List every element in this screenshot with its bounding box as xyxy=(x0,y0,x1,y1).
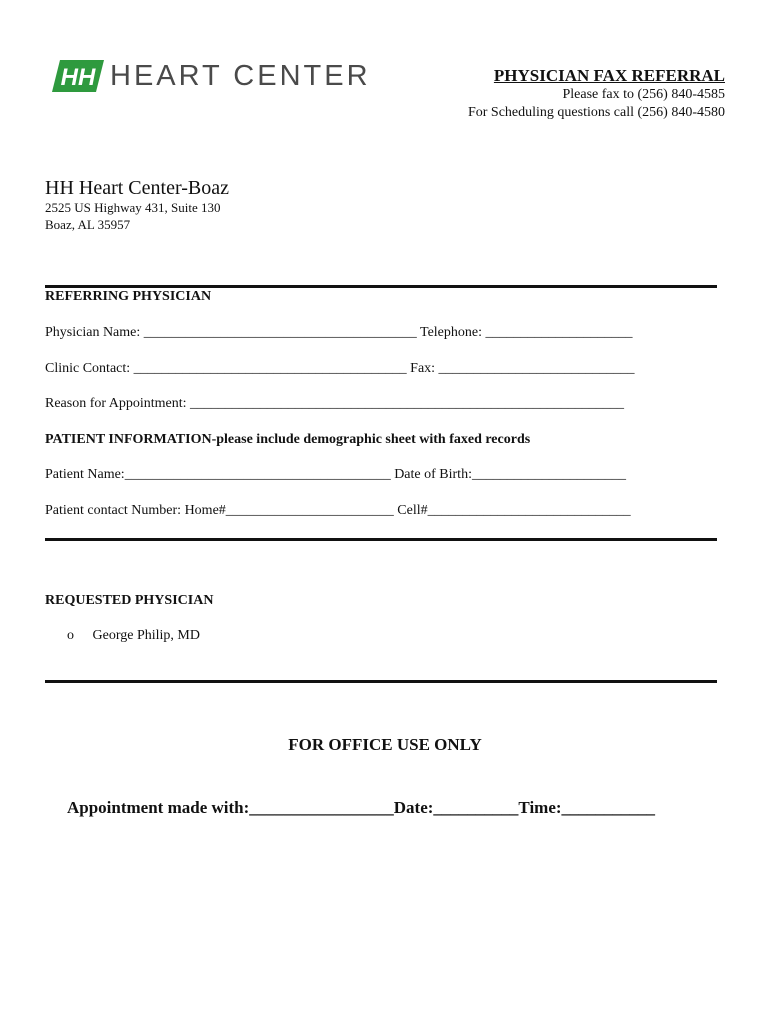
hh-logo-icon xyxy=(52,60,104,92)
divider xyxy=(45,285,717,288)
requested-physician-heading: REQUESTED PHYSICIAN xyxy=(45,593,214,608)
office-use-heading: FOR OFFICE USE ONLY xyxy=(288,735,482,754)
address-line-2: Boaz, AL 35957 xyxy=(45,217,131,232)
appointment-field[interactable]: Appointment made with:_________________Date:__________Time:___________ xyxy=(67,798,656,817)
form-header xyxy=(468,66,725,122)
form-title: PHYSICIAN FAX REFERRAL xyxy=(493,66,725,85)
physician-name-field[interactable]: Physician Name: _______________________________________ Telephone: _____________________ xyxy=(45,325,633,340)
scheduling-instruction: For Scheduling questions call (256) 840-4580 xyxy=(467,105,725,120)
fax-instruction: Please fax to (256) 840-4585 xyxy=(562,87,725,102)
clinic-address xyxy=(45,199,221,233)
physician-option-label: George Philip, MD xyxy=(92,628,200,643)
reason-field[interactable]: Reason for Appointment: ______________________________________________________________ xyxy=(45,396,625,411)
clinic-contact-field[interactable]: Clinic Contact: _______________________________________ Fax: ____________________________ xyxy=(45,361,635,376)
patient-name-field[interactable]: Patient Name:______________________________________ Date of Birth:______________________ xyxy=(45,467,626,482)
patient-contact-field[interactable]: Patient contact Number: Home#________________________ Cell#_____________________________ xyxy=(45,503,631,518)
address-line-1: 2525 US Highway 431, Suite 130 xyxy=(45,200,221,215)
logo-mark-text: HH xyxy=(60,64,96,91)
divider xyxy=(45,680,717,683)
logo-text: HEART CENTER xyxy=(110,60,371,92)
divider xyxy=(45,538,717,541)
physician-option[interactable] xyxy=(67,628,200,644)
referring-physician-heading: REFERRING PHYSICIAN xyxy=(45,289,212,304)
radio-bullet-icon[interactable]: o xyxy=(67,628,74,643)
patient-information-heading: PATIENT INFORMATION-please include demographic sheet with faxed records xyxy=(45,432,531,447)
clinic-name: HH Heart Center-Boaz xyxy=(45,177,229,199)
